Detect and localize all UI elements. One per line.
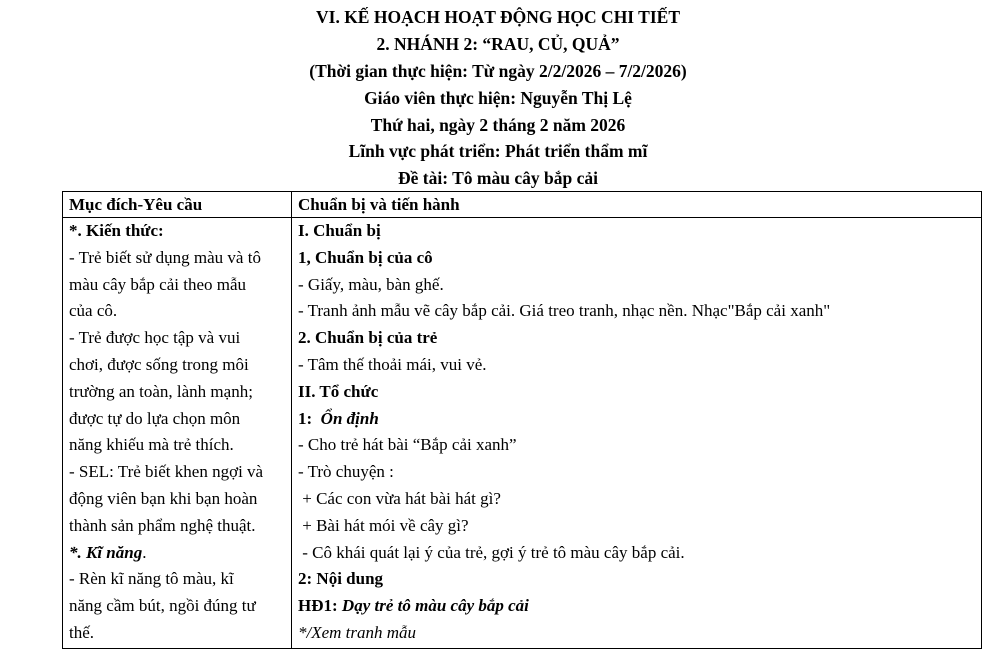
branch-title: 2. NHÁNH 2: “RAU, CỦ, QUẢ” bbox=[376, 33, 620, 54]
objective-line: thành sản phẩm nghệ thuật. bbox=[69, 515, 256, 535]
topic-text: Đề tài: Tô màu cây bắp cải bbox=[398, 168, 598, 189]
objective-line: - Rèn kĩ năng tô màu, kĩ bbox=[69, 569, 234, 589]
preparation-cell bbox=[292, 218, 982, 649]
preparation-heading: I. Chuẩn bị bbox=[298, 221, 381, 240]
lesson-plan-table bbox=[62, 191, 982, 649]
objective-line: - SEL: Trẻ biết khen ngợi và bbox=[69, 462, 264, 482]
teacher-text: Giáo viên thực hiện: Nguyễn Thị Lệ bbox=[364, 87, 632, 108]
objective-line: năng cầm bút, ngồi đúng tư bbox=[69, 596, 256, 616]
objective-line: - Trẻ biết sử dụng màu và tô bbox=[69, 247, 261, 267]
activity-1-heading: HĐ1: Dạy trẻ tô màu cây bắp cải bbox=[298, 596, 529, 616]
table-row bbox=[63, 218, 982, 649]
document-header bbox=[0, 0, 996, 192]
objective-line: màu cây bắp cải theo mẫu bbox=[69, 274, 247, 294]
objective-line: của cô. bbox=[69, 301, 118, 321]
teacher-prep-heading: 1, Chuẩn bị của cô bbox=[298, 247, 433, 267]
prep-line: - Tranh ảnh mẫu vẽ cây bắp cải. Giá treo tranh, nhạc nền. Nhạc"Bắp cải xanh" bbox=[298, 301, 831, 321]
activity-line: + Bài hát mói về cây gì? bbox=[298, 515, 469, 535]
content-heading: 2: Nội dung bbox=[298, 569, 384, 589]
objective-line: chơi, được sống trong môi bbox=[69, 354, 249, 374]
objective-line: trường an toàn, lành mạnh; bbox=[69, 381, 253, 401]
activity-line: + Các con vừa hát bài hát gì? bbox=[298, 488, 501, 508]
col-header-preparation: Chuẩn bị và tiến hành bbox=[292, 192, 982, 218]
period-text: (Thời gian thực hiện: Từ ngày 2/2/2026 – 7/2/2026) bbox=[309, 60, 687, 81]
activity-line: - Cô khái quát lại ý của trẻ, gợi ý trẻ tô màu cây bắp cải. bbox=[298, 542, 685, 562]
activity-line: - Cho trẻ hát bài “Bắp cải xanh” bbox=[298, 435, 517, 455]
objectives-cell bbox=[63, 218, 292, 649]
activity-line: - Trò chuyện : bbox=[298, 462, 394, 482]
stabilize-heading: 1: Ổn định bbox=[298, 408, 379, 428]
field-text: Lĩnh vực phát triển: Phát triển thẩm mĩ bbox=[348, 141, 648, 162]
objective-line: thế. bbox=[69, 622, 95, 642]
objective-line: - Trẻ được học tập và vui bbox=[69, 328, 241, 348]
prep-line: - Tâm thế thoải mái, vui vẻ. bbox=[298, 354, 487, 374]
section-title: VI. KẾ HOẠCH HOẠT ĐỘNG HỌC CHI TIẾT bbox=[316, 7, 680, 27]
observe-sample-line: */Xem tranh mẫu bbox=[298, 622, 417, 642]
objective-line: năng khiếu mà trẻ thích. bbox=[69, 435, 234, 455]
objective-line: được tự do lựa chọn môn bbox=[69, 408, 241, 428]
child-prep-heading: 2. Chuẩn bị của trẻ bbox=[298, 328, 438, 348]
knowledge-heading: *. Kiến thức: bbox=[69, 221, 164, 240]
table-header-row bbox=[63, 192, 982, 218]
prep-line: - Giấy, màu, bàn ghế. bbox=[298, 274, 444, 294]
organization-heading: II. Tổ chức bbox=[298, 381, 379, 401]
date-text: Thứ hai, ngày 2 tháng 2 năm 2026 bbox=[370, 114, 626, 135]
skills-heading: *. Kĩ năng. bbox=[69, 542, 147, 562]
objective-line: động viên bạn khi bạn hoàn bbox=[69, 488, 258, 508]
col-header-objectives: Mục đích-Yêu cầu bbox=[63, 192, 292, 218]
